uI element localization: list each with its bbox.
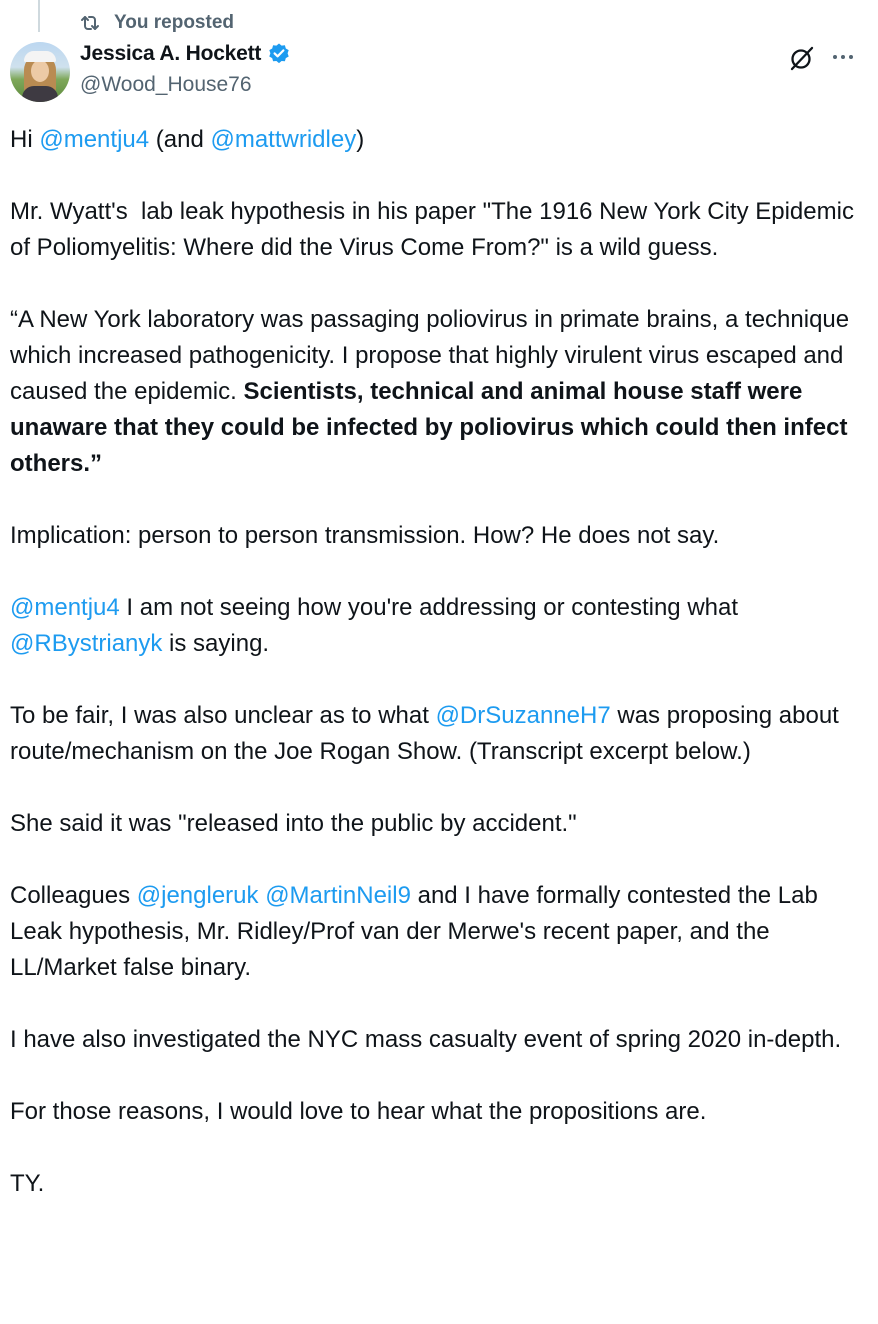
tweet-text xyxy=(10,122,866,1202)
tweet-paragraph xyxy=(10,590,866,662)
tweet-paragraph xyxy=(10,518,866,554)
author-name-row[interactable] xyxy=(80,42,291,66)
author-display-name[interactable]: Jessica A. Hockett xyxy=(80,42,262,65)
text-segment: She said it was "released into the public by accident." xyxy=(10,810,577,837)
text-segment: and I have formally contested the Lab Leak hypothesis, Mr. Ridley/Prof van der Merwe's recent paper, and the LL/Market false binary. xyxy=(10,882,825,981)
verified-badge-icon[interactable] xyxy=(267,42,291,66)
mention-link[interactable]: @mattwridley xyxy=(210,126,357,153)
mention-link[interactable]: @mentju4 xyxy=(10,594,120,621)
text-segment: Hi xyxy=(10,126,40,153)
repost-icon xyxy=(78,11,102,35)
text-segment: Mr. Wyatt's lab leak hypothesis in his paper "The 1916 New York City Epidemic of Poliomyelitis: Where did the Virus Come From?" is a wild guess. xyxy=(10,198,861,261)
text-segment: Implication: person to person transmission. How? He does not say. xyxy=(10,522,720,549)
mention-link[interactable]: @jengleruk xyxy=(136,882,259,909)
text-segment: Colleagues xyxy=(10,882,137,909)
tweet-paragraph xyxy=(10,1166,866,1202)
author-handle[interactable]: @Wood_House76 xyxy=(80,73,252,96)
mention-link[interactable]: @RBystrianyk xyxy=(10,630,163,657)
text-segment: To be fair, I was also unclear as to what xyxy=(10,702,436,729)
avatar-shirt xyxy=(22,86,58,102)
tweet-paragraph xyxy=(10,878,866,986)
tweet-paragraph xyxy=(10,194,866,266)
repost-label: You reposted xyxy=(114,12,234,33)
avatar-cap xyxy=(24,51,56,62)
mention-link[interactable]: @MartinNeil9 xyxy=(265,882,411,909)
avatar-face xyxy=(31,60,49,82)
text-segment: TY. xyxy=(10,1170,45,1197)
text-segment: is saying. xyxy=(162,630,270,657)
bold-text-segment: Scientists, technical and animal house staff were unaware that they could be infected by poliovirus which could then infect others.” xyxy=(10,378,855,477)
tweet-paragraph xyxy=(10,302,866,482)
text-segment: (and xyxy=(149,126,211,153)
text-segment: For those reasons, I would love to hear what the propositions are. xyxy=(10,1098,707,1125)
text-segment: was proposing about route/mechanism on the Joe Rogan Show. (Transcript excerpt below.) xyxy=(10,702,846,765)
mention-link[interactable]: @DrSuzanneH7 xyxy=(435,702,611,729)
text-segment: ) xyxy=(356,126,365,153)
repost-banner[interactable] xyxy=(78,10,234,36)
mention-link[interactable]: @mentju4 xyxy=(39,126,150,153)
grok-icon[interactable] xyxy=(788,44,816,72)
tweet-paragraph xyxy=(10,1094,866,1130)
tweet-paragraph xyxy=(10,698,866,770)
thread-connector-line xyxy=(38,0,40,32)
text-segment: I have also investigated the NYC mass casualty event of spring 2020 in-depth. xyxy=(10,1026,842,1053)
avatar[interactable] xyxy=(10,42,70,102)
tweet-paragraph xyxy=(10,1022,866,1058)
more-icon[interactable] xyxy=(830,44,856,70)
tweet-paragraph xyxy=(10,806,866,842)
text-segment: “A New York laboratory was passaging poliovirus in primate brains, a technique which increased pathogenicity. I propose that highly virulent virus escaped and caused the epidemic. xyxy=(10,306,856,405)
text-segment: I am not seeing how you're addressing or contesting what xyxy=(119,594,745,621)
tweet-paragraph xyxy=(10,122,866,158)
